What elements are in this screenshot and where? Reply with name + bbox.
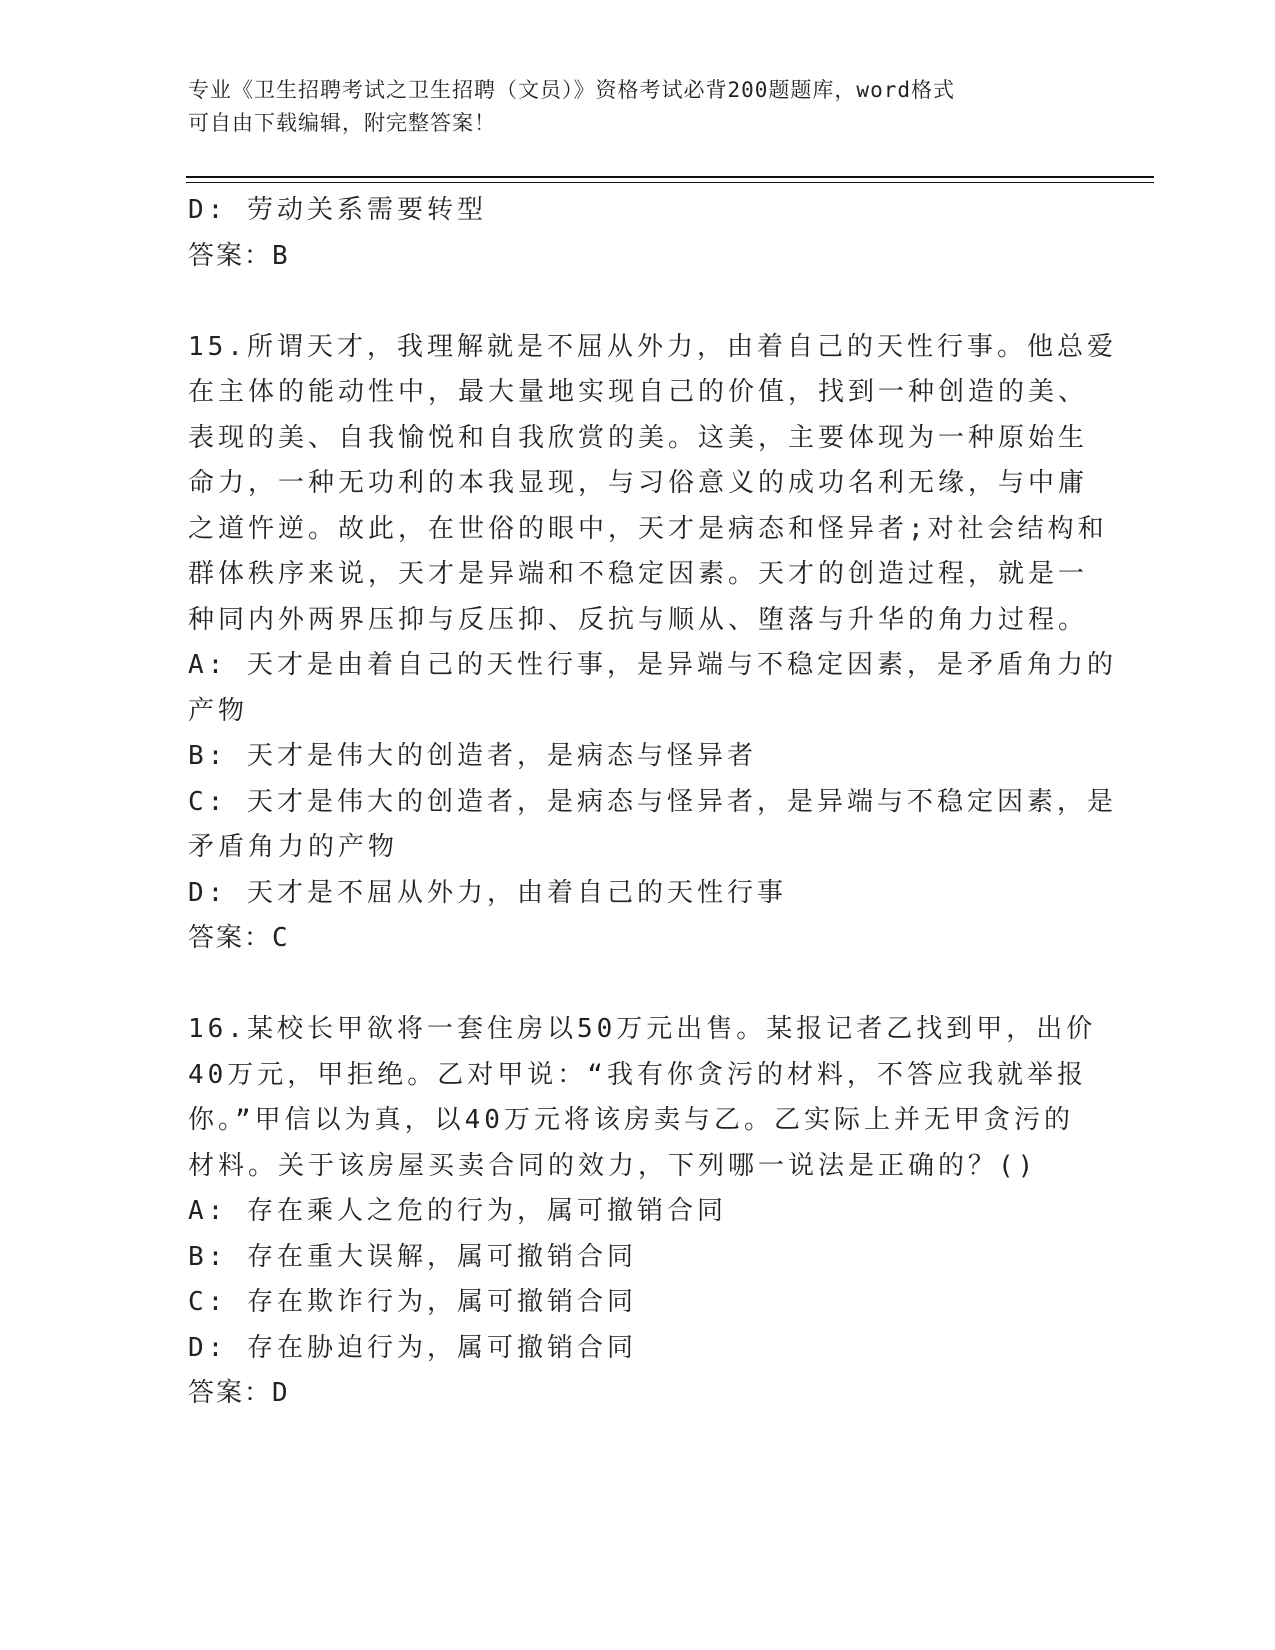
question-stem-line: 16.某校长甲欲将一套住房以50万元出售。某报记者乙找到甲，出价 (188, 1014, 1097, 1044)
question-stem-line: 材料。关于该房屋买卖合同的效力，下列哪一说法是正确的？() (188, 1150, 1038, 1181)
question-stem-line: 命力，一种无功利的本我显现，与习俗意义的成功名利无缘，与中庸 (188, 468, 1089, 498)
question-stem-line: 群体秩序来说，天才是异端和不稳定因素。天才的创造过程，就是一 (188, 559, 1089, 589)
answer-line: 答案：B (188, 240, 290, 271)
header-line-2: 可自由下载编辑，附完整答案！ (188, 111, 496, 135)
header-line-1: 专业《卫生招聘考试之卫生招聘（文员）》资格考试必背200题题库，word格式 (188, 78, 955, 102)
question-stem-line: 种同内外两界压抑与反压抑、反抗与顺从、堕落与升华的角力过程。 (188, 604, 1089, 635)
answer-line: 答案：C (188, 923, 290, 953)
option-d: D: 存在胁迫行为，属可撤销合同 (188, 1332, 637, 1363)
option-c-continued: 矛盾角力的产物 (188, 832, 399, 862)
option-a: A: 天才是由着自己的天性行事，是异端与不稳定因素，是矛盾角力的 (188, 650, 1117, 680)
document-header (188, 74, 1068, 140)
question-stem-line: 表现的美、自我愉悦和自我欣赏的美。这美，主要体现为一种原始生 (188, 422, 1089, 453)
question-stem-line: 15.所谓天才，我理解就是不屈从外力，由着自己的天性行事。他总爱 (188, 331, 1117, 362)
option-d: D: 天才是不屈从外力，由着自己的天性行事 (188, 877, 787, 908)
question-stem-line: 你。”甲信以为真，以40万元将该房卖与乙。乙实际上并无甲贪污的 (188, 1105, 1074, 1135)
question-stem-line: 之道忤逆。故此，在世俗的眼中，天才是病态和怪异者;对社会结构和 (188, 513, 1108, 544)
option-d: D: 劳动关系需要转型 (188, 195, 487, 225)
option-b: B: 存在重大误解，属可撤销合同 (188, 1241, 637, 1272)
previous-question-tail (188, 188, 1088, 279)
question-stem-line: 40万元，甲拒绝。乙对甲说：“我有你贪污的材料，不答应我就举报 (188, 1059, 1087, 1090)
question-spacer (188, 279, 1088, 325)
option-a-continued: 产物 (188, 695, 249, 726)
option-c: C: 天才是伟大的创造者，是病态与怪异者，是异端与不稳定因素，是 (188, 786, 1117, 817)
header-divider-thick (186, 176, 1154, 178)
answer-line: 答案：D (188, 1378, 290, 1408)
option-a: A: 存在乘人之危的行为，属可撤销合同 (188, 1196, 727, 1226)
question-15 (188, 325, 1117, 962)
document-body (188, 188, 1117, 1417)
question-stem-line: 在主体的能动性中，最大量地实现自己的价值，找到一种创造的美、 (188, 377, 1089, 407)
question-16 (188, 1007, 1097, 1417)
option-c: C: 存在欺诈行为，属可撤销合同 (188, 1287, 637, 1317)
option-b: B: 天才是伟大的创造者，是病态与怪异者 (188, 741, 757, 771)
question-spacer (188, 962, 1088, 1008)
header-divider-thin (186, 182, 1154, 183)
